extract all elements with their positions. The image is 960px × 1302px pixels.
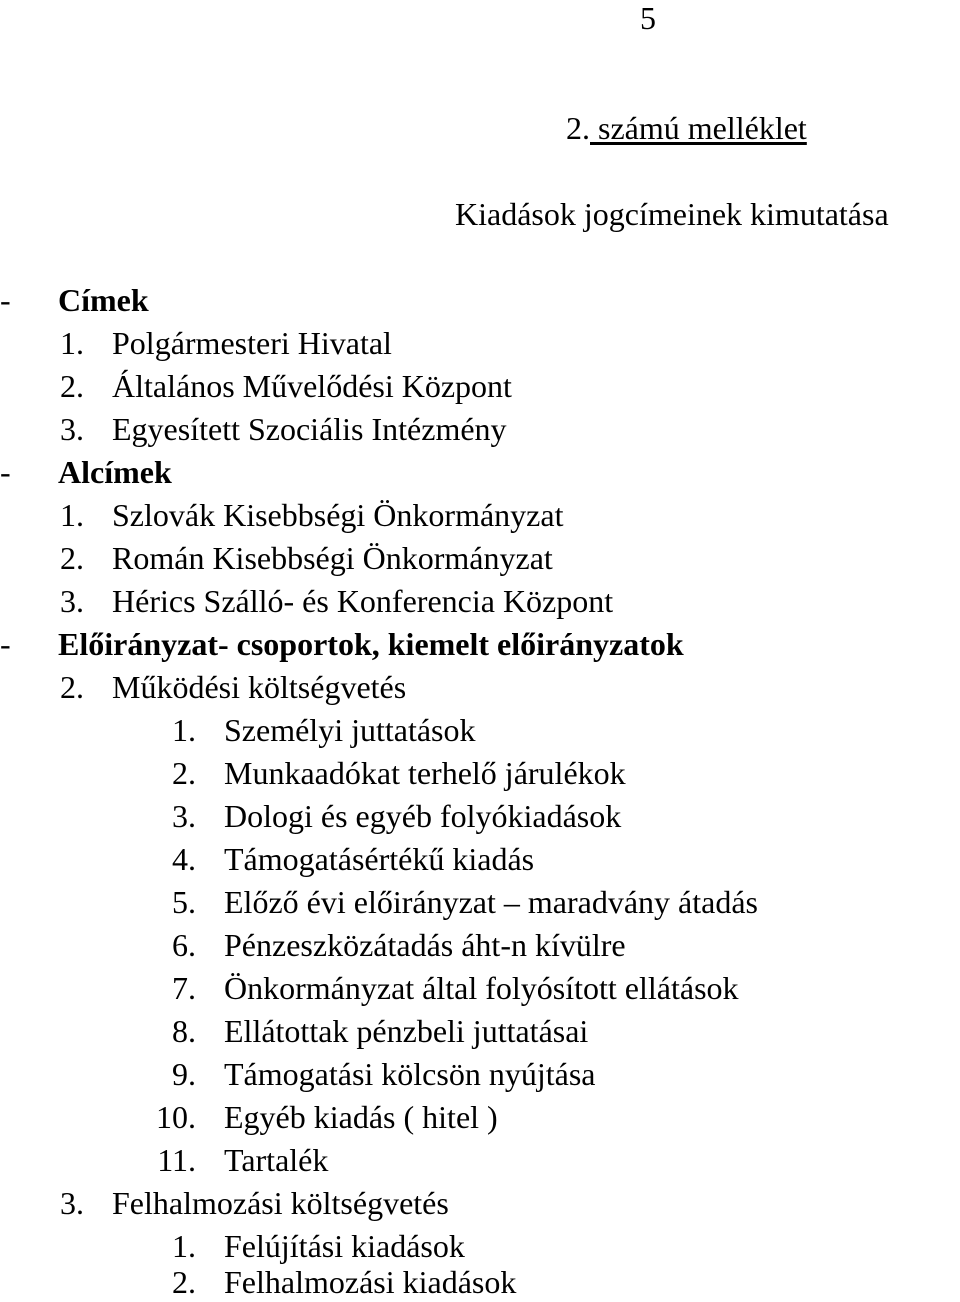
item-text: Felhalmozási kiadások [224, 1264, 517, 1300]
item-text: Felhalmozási költségvetés [112, 1185, 449, 1221]
annex-label [566, 112, 807, 144]
item-text: Felújítási kiadások [224, 1228, 465, 1264]
item-number: 2. [172, 1264, 196, 1300]
item-text: Egyéb kiadás ( hitel ) [224, 1099, 498, 1135]
item-number: 6. [172, 927, 196, 963]
section-heading-eloiranyzat [0, 628, 960, 664]
item-text: Személyi juttatások [224, 712, 476, 748]
item-number: 1. [60, 497, 84, 533]
item-number: 1. [172, 1228, 196, 1264]
item-number: 9. [172, 1056, 196, 1092]
item-text: Ellátottak pénzbeli juttatásai [224, 1013, 589, 1049]
list-item [0, 1144, 960, 1180]
item-number: 7. [172, 970, 196, 1006]
item-number: 2. [60, 368, 84, 404]
item-number: 11. [157, 1142, 196, 1178]
item-text: Önkormányzat által folyósított ellátások [224, 970, 739, 1006]
list-item [0, 542, 960, 578]
list-item [0, 1266, 960, 1302]
bullet-dash: - [0, 626, 11, 662]
list-item [0, 800, 960, 836]
item-number: 2. [172, 755, 196, 791]
list-item [0, 370, 960, 406]
item-text: Általános Művelődési Központ [112, 368, 512, 404]
list-item [0, 1015, 960, 1051]
list-item [0, 714, 960, 750]
item-number: 3. [172, 798, 196, 834]
item-text: Szlovák Kisebbségi Önkormányzat [112, 497, 564, 533]
list-item [0, 757, 960, 793]
item-number: 5. [172, 884, 196, 920]
item-text: Pénzeszközátadás áht-n kívülre [224, 927, 626, 963]
heading-text: Alcímek [58, 454, 172, 490]
list-item [0, 1230, 960, 1266]
item-text: Román Kisebbségi Önkormányzat [112, 540, 553, 576]
item-number: 4. [172, 841, 196, 877]
item-number: 1. [172, 712, 196, 748]
item-number: 3. [60, 583, 84, 619]
document-title: Kiadások jogcímeinek kimutatása [455, 196, 889, 232]
item-number: 3. [60, 411, 84, 447]
group-heading-mukodesi [0, 671, 960, 707]
item-text: Polgármesteri Hivatal [112, 325, 392, 361]
list-item [0, 843, 960, 879]
item-text: Munkaadókat terhelő járulékok [224, 755, 626, 791]
bullet-dash: - [0, 282, 11, 318]
item-text: Támogatásértékű kiadás [224, 841, 535, 877]
item-number: 10. [156, 1099, 196, 1135]
annex-number: 2. [566, 110, 590, 146]
list-item [0, 972, 960, 1008]
item-text: Hérics Szálló- és Konferencia Központ [112, 583, 614, 619]
item-number: 8. [172, 1013, 196, 1049]
list-item [0, 886, 960, 922]
section-heading-cimek [0, 284, 960, 320]
item-number: 1. [60, 325, 84, 361]
item-text: Dologi és egyéb folyókiadások [224, 798, 622, 834]
bullet-dash: - [0, 454, 11, 490]
list-item [0, 929, 960, 965]
item-text: Tartalék [224, 1142, 329, 1178]
group-heading-felhalmozasi [0, 1187, 960, 1223]
item-text: Támogatási kölcsön nyújtása [224, 1056, 596, 1092]
list-item [0, 499, 960, 535]
item-text: Működési költségvetés [112, 669, 407, 705]
section-heading-alcimek [0, 456, 960, 492]
item-text: Előző évi előirányzat – maradvány átadás [224, 884, 758, 920]
heading-text: Címek [58, 282, 149, 318]
list-item [0, 585, 960, 621]
annex-text: számú melléklet [590, 110, 807, 146]
list-item [0, 327, 960, 363]
list-item [0, 1058, 960, 1094]
heading-text: Előirányzat- csoportok, kiemelt előirányzatok [58, 626, 684, 662]
list-item [0, 1101, 960, 1137]
page-number: 5 [640, 0, 656, 36]
item-number: 2. [60, 669, 84, 705]
item-number: 3. [60, 1185, 84, 1221]
item-number: 2. [60, 540, 84, 576]
item-text: Egyesített Szociális Intézmény [112, 411, 507, 447]
list-item [0, 413, 960, 449]
